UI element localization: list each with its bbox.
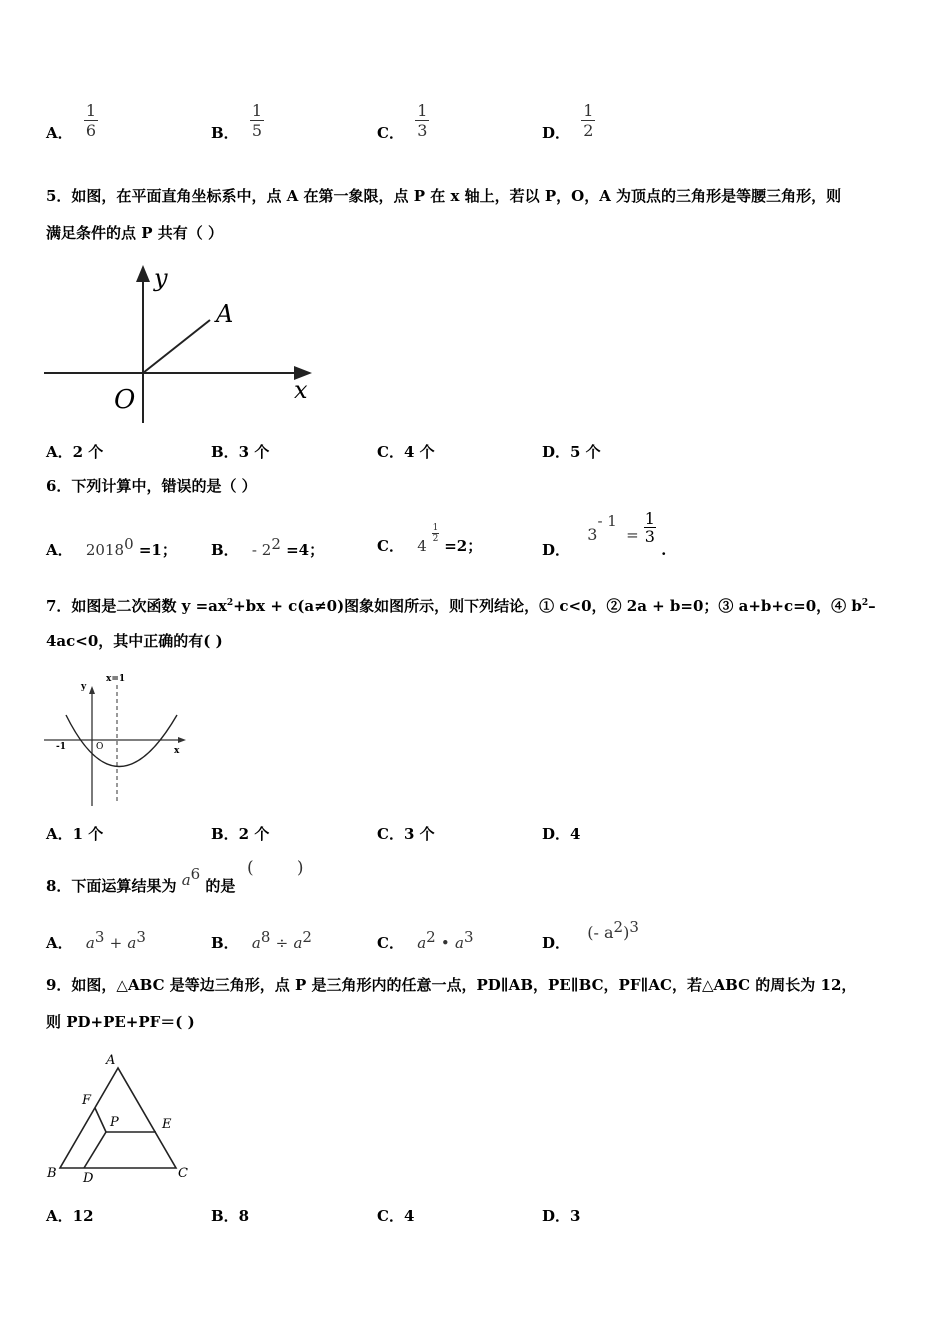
q7-stem-part: – bbox=[868, 597, 876, 615]
expr-exponent: 3 bbox=[94, 928, 105, 946]
expr-rest: =4； bbox=[286, 541, 325, 559]
expr-term: a bbox=[85, 934, 95, 952]
q4-option-d bbox=[542, 102, 595, 141]
expr-exponent: 0 bbox=[124, 535, 134, 553]
q4-option-c bbox=[377, 102, 429, 141]
expr-base: 4 bbox=[417, 537, 427, 555]
q8-stem-base: a bbox=[181, 871, 191, 889]
numerator: 1 bbox=[251, 101, 263, 120]
origin-label: O bbox=[96, 742, 104, 752]
q5-option-b: B．3 个 bbox=[211, 443, 270, 461]
expr-rest: =1； bbox=[138, 541, 177, 559]
denominator: 2 bbox=[432, 534, 439, 544]
q8-stem-part: 8．下面运算结果为 bbox=[46, 877, 177, 895]
point-e-label: E bbox=[162, 1117, 172, 1132]
fraction bbox=[250, 102, 264, 141]
option-letter: A． bbox=[46, 541, 73, 559]
q6-option-b bbox=[211, 535, 324, 560]
numerator: 1 bbox=[432, 523, 439, 533]
y-axis-arrow bbox=[89, 686, 95, 694]
option-letter: D． bbox=[542, 934, 571, 952]
option-letter: B． bbox=[211, 934, 239, 952]
option-letter: D． bbox=[542, 123, 571, 142]
q8-option-b bbox=[211, 928, 312, 953]
q5-stem-line2: 满足条件的点 P 共有（ ） bbox=[46, 224, 223, 242]
denominator: 6 bbox=[85, 121, 97, 140]
expr-base: - 2 bbox=[251, 541, 272, 559]
expr-operator: • bbox=[440, 934, 450, 952]
symmetry-label: x=1 bbox=[106, 674, 126, 684]
q5-option-a: A．2 个 bbox=[46, 443, 104, 461]
parabola-curve bbox=[66, 715, 177, 767]
expr-term: a bbox=[251, 934, 261, 952]
fraction bbox=[644, 510, 656, 545]
q8-stem bbox=[46, 865, 236, 896]
expr-operator: + bbox=[109, 934, 123, 952]
q9-stem-line1: 9．如图，△ABC 是等边三角形，点 P 是三角形内的任意一点，PD∥AB，PE∥BC，PF∥AC，若△ABC 的周长为 12， bbox=[46, 976, 857, 994]
neg-one-label: -1 bbox=[56, 742, 66, 752]
q7-option-d: D．4 bbox=[542, 825, 581, 843]
y-axis-label: y bbox=[154, 264, 168, 292]
expr-paren: ) bbox=[623, 923, 630, 942]
numerator: 1 bbox=[417, 101, 428, 120]
x-axis-label: x bbox=[174, 746, 180, 756]
point-a-label: A bbox=[216, 300, 234, 328]
point-p-label: P bbox=[110, 1115, 119, 1130]
expr-exponent: 3 bbox=[629, 918, 639, 936]
segment-pf bbox=[95, 1108, 106, 1132]
q9-option-a: A．12 bbox=[46, 1207, 94, 1225]
expr-exponent: 2 bbox=[302, 928, 312, 946]
q6-option-c bbox=[377, 523, 483, 555]
vertex-b-label: B bbox=[47, 1166, 57, 1181]
expr-exponent: 2 bbox=[271, 535, 281, 553]
q4-options bbox=[0, 100, 950, 150]
origin-label: O bbox=[114, 385, 136, 415]
q6-stem: 6．下列计算中，错误的是（ ） bbox=[46, 477, 257, 495]
option-letter: C． bbox=[377, 123, 404, 142]
option-letter: A． bbox=[46, 123, 73, 142]
q6-option-d bbox=[542, 509, 667, 559]
q8-option-d bbox=[542, 918, 639, 952]
q7-stem-line1 bbox=[46, 593, 876, 616]
q7-stem-part: +bx + c(a≠0)图象如图所示，则下列结论，① c<0，② 2a + b=0；③ a+b+c=0，④ b bbox=[233, 597, 862, 615]
q8-stem-exp: 6 bbox=[190, 865, 201, 883]
q9-option-d: D．3 bbox=[542, 1207, 581, 1225]
expr-exponent: 3 bbox=[136, 928, 146, 946]
q8-stem-part: 的是 bbox=[205, 877, 236, 895]
expr-term: a bbox=[127, 934, 137, 952]
expr-operator: ÷ bbox=[275, 934, 289, 952]
q6-option-a bbox=[46, 535, 177, 560]
option-letter: C． bbox=[377, 537, 404, 555]
denominator: 2 bbox=[583, 121, 594, 140]
q7-stem-sup: 2 bbox=[226, 598, 234, 608]
q7-stem-line2: 4ac<0，其中正确的有( ) bbox=[46, 632, 223, 650]
fraction bbox=[581, 102, 595, 141]
expr-exponent: 8 bbox=[260, 928, 271, 946]
expr-exponent: - 1 bbox=[597, 512, 617, 530]
option-letter: A． bbox=[46, 934, 73, 952]
y-axis-arrow bbox=[136, 265, 150, 282]
x-axis-arrow bbox=[178, 737, 186, 743]
expr-term: (- a bbox=[587, 923, 614, 942]
q7-option-a: A．1 个 bbox=[46, 825, 104, 843]
expr-end: . bbox=[661, 541, 667, 559]
expr-eq: = bbox=[626, 526, 639, 544]
q9-triangle-figure bbox=[44, 1050, 199, 1190]
q7-option-b: B．2 个 bbox=[211, 825, 270, 843]
q7-stem-part: 7．如图是二次函数 y =ax bbox=[46, 597, 227, 615]
expr-base: 3 bbox=[587, 525, 598, 544]
q5-stem-line1: 5．如图，在平面直角坐标系中，点 A 在第一象限，点 P 在 x 轴上，若以 P，O，A 为顶点的三角形是等腰三角形，则 bbox=[46, 187, 842, 205]
q8-option-a bbox=[46, 928, 146, 953]
vertex-c-label: C bbox=[178, 1166, 188, 1181]
q9-option-c: C．4 bbox=[377, 1207, 415, 1225]
fraction-exponent bbox=[432, 523, 439, 544]
q4-option-a bbox=[46, 102, 98, 141]
q5-coordinate-figure bbox=[44, 260, 319, 430]
fraction bbox=[84, 102, 98, 141]
q4-option-b bbox=[211, 102, 264, 141]
q8-paren: ( ) bbox=[247, 858, 304, 878]
option-letter: D． bbox=[542, 541, 571, 559]
expr-exponent: 2 bbox=[426, 928, 436, 946]
expr-term: a bbox=[417, 934, 427, 952]
q5-option-d: D．5 个 bbox=[542, 443, 601, 461]
expr-term: a bbox=[293, 934, 303, 952]
q7-parabola-figure bbox=[44, 670, 194, 810]
denominator: 3 bbox=[417, 121, 428, 140]
point-d-label: D bbox=[83, 1171, 94, 1186]
x-axis-label: x bbox=[294, 376, 308, 404]
option-letter: B． bbox=[211, 123, 239, 142]
option-letter: C． bbox=[377, 934, 404, 952]
vertex-a-label: A bbox=[106, 1053, 116, 1068]
fraction bbox=[415, 102, 429, 141]
denominator: 3 bbox=[644, 527, 655, 546]
segment-oa bbox=[143, 320, 210, 373]
point-f-label: F bbox=[82, 1093, 92, 1108]
numerator: 1 bbox=[85, 101, 97, 120]
segment-pd bbox=[84, 1132, 106, 1168]
q7-stem-sup: 2 bbox=[861, 598, 869, 608]
expr-exponent: 2 bbox=[613, 918, 624, 936]
expr-base: 2018 bbox=[85, 541, 125, 559]
q9-option-b: B．8 bbox=[211, 1207, 250, 1225]
numerator: 1 bbox=[644, 509, 655, 528]
denominator: 5 bbox=[251, 121, 263, 140]
numerator: 1 bbox=[583, 101, 594, 120]
q7-option-c: C．3 个 bbox=[377, 825, 435, 843]
expr-term: a bbox=[455, 934, 464, 952]
y-axis-label: y bbox=[81, 682, 87, 692]
q9-stem-line2: 则 PD+PE+PF＝( ) bbox=[46, 1013, 195, 1031]
q8-option-c bbox=[377, 928, 474, 953]
q5-option-c: C．4 个 bbox=[377, 443, 435, 461]
expr-rest: =2； bbox=[444, 537, 483, 555]
option-letter: B． bbox=[211, 541, 239, 559]
expr-exponent: 3 bbox=[463, 928, 474, 946]
